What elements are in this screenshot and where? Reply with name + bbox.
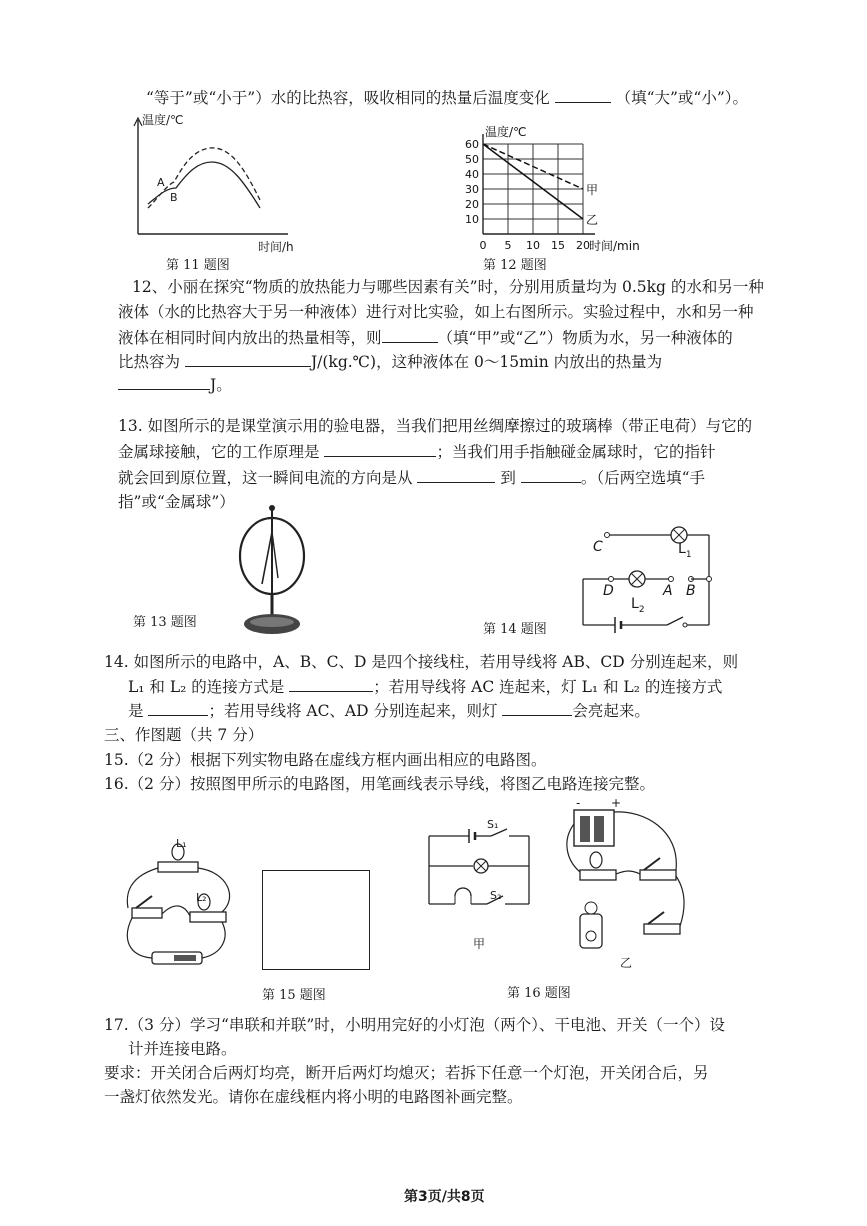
section-heading-drawing: 三、作图题（共 7 分） — [104, 726, 264, 744]
q11-blank[interactable] — [555, 86, 611, 103]
fig12-ylabel: 温度/℃ — [485, 125, 527, 139]
q12-line4 — [118, 350, 662, 373]
fig14-label-d: D — [603, 583, 614, 599]
fig11-label-b: B — [170, 191, 178, 204]
q14-text: L₁ 和 L₂ 的连接方式是 — [128, 678, 285, 696]
q17-line3: 要求：开关闭合后两灯均亮，断开后两灯均熄灭；若拆下任意一个灯泡，开关闭合后，另 — [104, 1064, 709, 1082]
fig11-graph — [128, 112, 298, 252]
q17-line1: 17.（3 分）学习“串联和并联”时，小明用完好的小灯泡（两个）、干电池、开关（一个）设 — [104, 1016, 726, 1034]
q13-text: 。（后两空选填“手 — [580, 469, 706, 487]
fig12-y-tick: 20 — [465, 198, 479, 211]
fig16-label-minus: - — [576, 796, 581, 810]
q15-text: 15.（2 分）根据下列实物电路在虚线方框内画出相应的电路图。 — [104, 751, 547, 769]
fig12-x-tick: 15 — [551, 239, 565, 252]
q13-text: 金属球接触，它的工作原理是 — [118, 443, 320, 461]
fig12-series-label: 甲 — [586, 183, 599, 197]
q13-line4: 指”或“金属球”） — [118, 493, 235, 511]
q11-text: “等于”或“小于”）水的比热容，吸收相同的热量后温度变化 — [146, 89, 550, 107]
q13-text: 到 — [500, 469, 516, 487]
q14-blank-2[interactable] — [148, 699, 208, 716]
fig16-physical-parts — [560, 800, 700, 972]
q14-text: 是 — [128, 702, 144, 720]
fig12-x-tick: 5 — [504, 239, 512, 252]
fig12-series-label: 乙 — [586, 213, 599, 227]
fig11-caption: 第 11 题图 — [166, 258, 230, 273]
q12-line2: 液体（水的比热容大于另一种液体）进行对比实验，如上右图所示。实验过程中，水和另一种 — [118, 303, 754, 321]
q12-text: 比热容为 — [118, 353, 181, 371]
fig16-label-plus: + — [611, 796, 622, 810]
q14-line3 — [128, 699, 650, 722]
q14-text: 会亮起来。 — [572, 702, 650, 720]
page-footer: 第3页/共8页 — [404, 1189, 485, 1205]
q12-blank-heat-capacity[interactable] — [185, 350, 311, 367]
q13-blank-from[interactable] — [417, 466, 495, 483]
fig15-label-l1: L₁ — [176, 837, 187, 850]
fig12-caption: 第 12 题图 — [483, 258, 547, 273]
q12-text: （填“甲”或“乙”）物质为水，另一种液体的 — [437, 329, 733, 347]
q13-blank-principle[interactable] — [324, 440, 436, 457]
q12-text: J/(kg.℃)，这种液体在 0～15min 内放出的热量为 — [310, 353, 663, 371]
q11-tail-line — [146, 86, 748, 109]
q12-line1: 12、小丽在探究“物质的放热能力与哪些因素有关”时，分别用质量均为 0.5kg 的水和另一种 — [132, 278, 764, 296]
q13-line3 — [118, 466, 705, 489]
fig16-schematic — [425, 826, 535, 910]
fig12-y-tick: 50 — [465, 153, 479, 166]
fig14-label-a: A — [663, 583, 673, 599]
fig12-y-tick: 10 — [465, 213, 479, 226]
q12-text: J。 — [210, 376, 232, 394]
q16-text: 16.（2 分）按照图甲所示的电路图，用笔画线表示导线，将图乙电路连接完整。 — [104, 775, 655, 793]
fig14-circuit — [583, 515, 723, 635]
fig16-label-s1: S₁ — [487, 818, 499, 831]
q14-blank-1[interactable] — [289, 675, 373, 692]
q12-blank-heat[interactable] — [118, 373, 210, 390]
q13-line2 — [118, 440, 715, 463]
fig12-xlabel: 时间/min — [589, 239, 640, 253]
fig16-caption: 第 16 题图 — [507, 986, 571, 1001]
fig12-x-tick: 0 — [479, 239, 487, 252]
fig14-label-l2: $L_2$ — [631, 596, 645, 615]
fig14-caption: 第 14 题图 — [483, 622, 547, 637]
fig12-x-tick: 20 — [576, 239, 590, 252]
fig13-electroscope — [232, 498, 312, 638]
q17-line2: 计并连接电路。 — [128, 1040, 237, 1058]
fig12-x-tick: 10 — [526, 239, 540, 252]
q14-blank-3[interactable] — [502, 699, 572, 716]
fig15-physical-circuit — [118, 838, 248, 972]
q14-text: ；若用导线将 AC 连起来，灯 L₁ 和 L₂ 的连接方式 — [373, 678, 723, 696]
fig12-y-tick: 60 — [465, 138, 479, 151]
fig16-label-s2: S₂ — [490, 889, 502, 902]
q13-blank-to[interactable] — [521, 466, 581, 483]
q13-line1: 13. 如图所示的是课堂演示用的验电器，当我们把用丝绸摩擦过的玻璃棒（带正电荷）与它的 — [118, 417, 753, 435]
q17-line4: 一盏灯依然发光。请你在虚线框内将小明的电路图补画完整。 — [104, 1088, 523, 1106]
fig15-label-l2: L₂ — [196, 891, 207, 904]
fig16-label-yi: 乙 — [620, 956, 633, 970]
fig12-y-tick: 40 — [465, 168, 479, 181]
q13-text: 就会回到原位置，这一瞬间电流的方向是从 — [118, 469, 413, 487]
q11-hint: （填“大”或“小”）。 — [615, 89, 749, 107]
q12-blank-material[interactable] — [382, 326, 438, 343]
fig13-caption: 第 13 题图 — [133, 615, 197, 630]
fig15-answer-box[interactable] — [262, 870, 370, 970]
fig12-chart — [455, 125, 685, 264]
fig15-caption: 第 15 题图 — [262, 988, 326, 1003]
fig14-label-l1: $L_1$ — [678, 541, 692, 560]
fig14-label-b: B — [686, 583, 696, 599]
q13-text: ；当我们用手指触碰金属球时，它的指针 — [436, 443, 716, 461]
fig16-label-jia: 甲 — [473, 937, 486, 951]
q12-line5 — [118, 373, 232, 396]
q12-text: 液体在相同时间内放出的热量相等，则 — [118, 329, 382, 347]
fig12-y-tick: 30 — [465, 183, 479, 196]
fig14-label-c: C — [593, 539, 603, 555]
q12-line3 — [118, 326, 733, 349]
fig11-label-a: A — [157, 176, 165, 189]
fig11-xlabel: 时间/h — [258, 240, 294, 254]
fig11-ylabel: 温度/℃ — [142, 113, 184, 127]
q14-text: ；若用导线将 AC、AD 分别连起来，则灯 — [208, 702, 498, 720]
q14-line1: 14. 如图所示的电路中，A、B、C、D 是四个接线柱，若用导线将 AB、CD 分别连起来，则 — [104, 653, 739, 671]
q14-line2 — [128, 675, 722, 698]
